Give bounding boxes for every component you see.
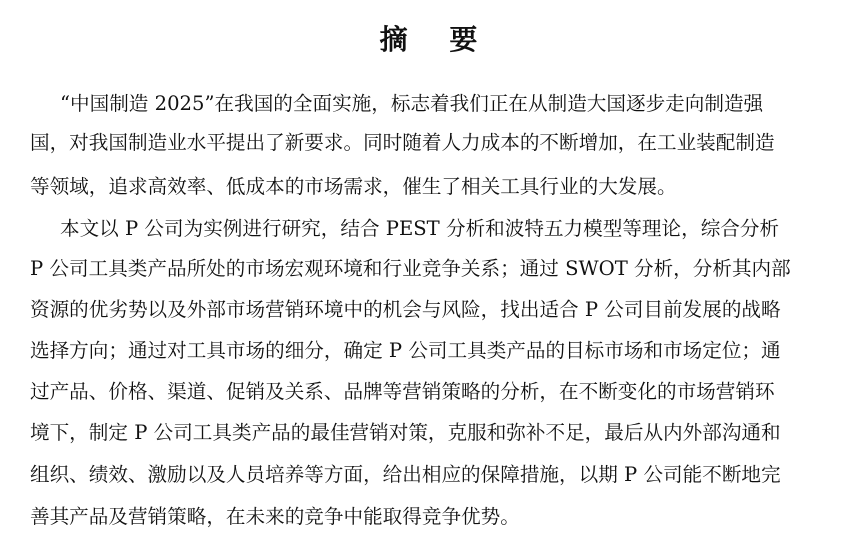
- text-line: 本文以 P 公司为实例进行研究，结合 PEST 分析和波特五力模型等理论，综合分析: [60, 217, 780, 240]
- text-line: “中国制造 2025”在我国的全面实施，标志着我们正在从制造大国逐步走向制造强: [60, 92, 764, 115]
- text-line: 过产品、价格、渠道、促销及关系、品牌等营销策略的分析，在不断变化的市场营销环: [30, 380, 775, 403]
- text-line: 组织、绩效、激励以及人员培养等方面，给出相应的保障措施，以期 P 公司能不断地完: [30, 463, 781, 486]
- text-line: 国，对我国制造业水平提出了新要求。同时随着人力成本的不断增加，在工业装配制造: [30, 131, 775, 154]
- text-line: 善其产品及营销策略，在未来的竞争中能取得竞争优势。: [30, 505, 520, 528]
- page-title: 摘 要: [379, 23, 494, 56]
- text-line: 资源的优劣势以及外部市场营销环境中的机会与风险，找出适合 P 公司目前发展的战略: [30, 298, 781, 321]
- text-line: 选择方向；通过对工具市场的细分，确定 P 公司工具类产品的目标市场和市场定位；通: [30, 339, 781, 362]
- text-line: 境下，制定 P 公司工具类产品的最佳营销对策，克服和弥补不足，最后从内外部沟通和: [30, 421, 781, 444]
- text-line: P 公司工具类产品所处的市场宏观环境和行业竞争关系；通过 SWOT 分析，分析其内部: [30, 257, 791, 280]
- text-line: 等领域，追求高效率、低成本的市场需求，催生了相关工具行业的大发展。: [30, 175, 677, 198]
